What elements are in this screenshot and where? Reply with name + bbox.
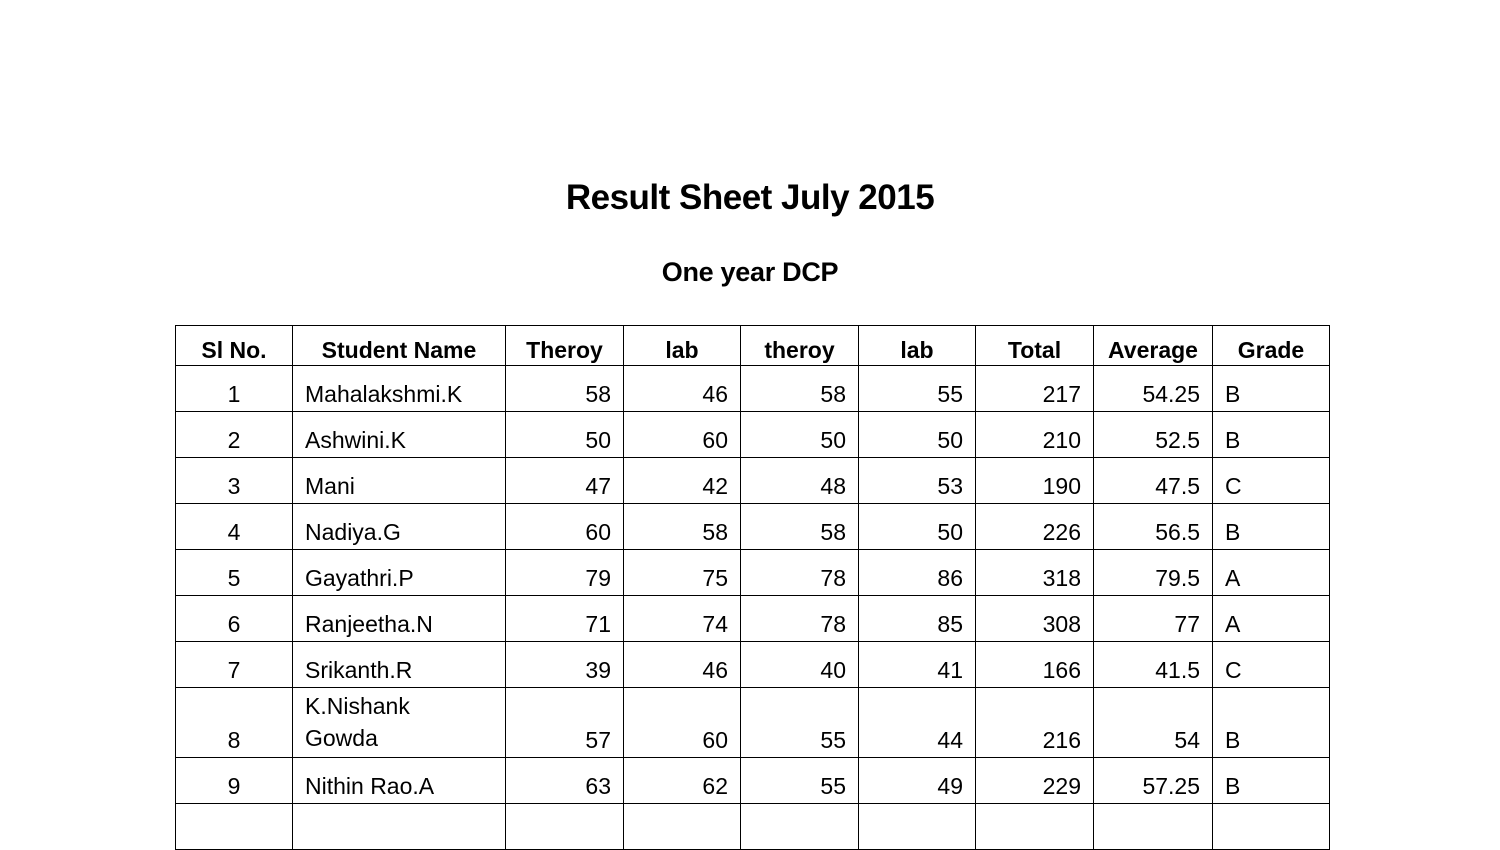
cell-sl-no: 2 [176, 412, 293, 458]
cell-empty [506, 804, 624, 850]
table-row [176, 366, 1330, 412]
cell-sl-no: 8 [176, 688, 293, 758]
cell-sl-no: 7 [176, 642, 293, 688]
header-lab-2: lab [859, 326, 976, 366]
cell-grade: C [1213, 642, 1330, 688]
cell-theory-1: 58 [506, 366, 624, 412]
cell-lab-1: 42 [624, 458, 741, 504]
cell-student-name: Gayathri.P [293, 550, 506, 596]
header-sl-no: Sl No. [176, 326, 293, 366]
student-name-line-2: Gowda [305, 725, 378, 751]
cell-student-name: Srikanth.R [293, 642, 506, 688]
cell-average: 54.25 [1094, 366, 1213, 412]
cell-theory-2: 78 [741, 550, 859, 596]
table-row-partial [176, 804, 1330, 850]
cell-student-name: Mahalakshmi.K [293, 366, 506, 412]
cell-lab-2: 86 [859, 550, 976, 596]
results-table [175, 325, 1330, 850]
cell-lab-1: 46 [624, 366, 741, 412]
cell-total: 318 [976, 550, 1094, 596]
table-row [176, 688, 1330, 758]
cell-sl-no: 5 [176, 550, 293, 596]
table-row [176, 458, 1330, 504]
cell-theory-2: 55 [741, 688, 859, 758]
cell-theory-2: 48 [741, 458, 859, 504]
header-lab-1: lab [624, 326, 741, 366]
cell-student-name: Ranjeetha.N [293, 596, 506, 642]
cell-theory-1: 39 [506, 642, 624, 688]
cell-lab-1: 74 [624, 596, 741, 642]
cell-theory-1: 71 [506, 596, 624, 642]
cell-lab-1: 75 [624, 550, 741, 596]
cell-grade: B [1213, 688, 1330, 758]
cell-lab-2: 50 [859, 504, 976, 550]
header-theory-1: Theroy [506, 326, 624, 366]
cell-total: 216 [976, 688, 1094, 758]
cell-sl-no: 9 [176, 758, 293, 804]
cell-total: 308 [976, 596, 1094, 642]
table-row [176, 596, 1330, 642]
cell-empty [1094, 804, 1213, 850]
cell-sl-no: 6 [176, 596, 293, 642]
header-average: Average [1094, 326, 1213, 366]
header-grade: Grade [1213, 326, 1330, 366]
cell-empty [624, 804, 741, 850]
cell-total: 190 [976, 458, 1094, 504]
table-row [176, 758, 1330, 804]
cell-average: 54 [1094, 688, 1213, 758]
cell-grade: A [1213, 596, 1330, 642]
cell-total: 166 [976, 642, 1094, 688]
cell-theory-1: 47 [506, 458, 624, 504]
cell-lab-1: 62 [624, 758, 741, 804]
cell-grade: B [1213, 366, 1330, 412]
cell-student-name: Mani [293, 458, 506, 504]
cell-lab-1: 60 [624, 412, 741, 458]
cell-theory-2: 40 [741, 642, 859, 688]
cell-total: 210 [976, 412, 1094, 458]
cell-lab-2: 49 [859, 758, 976, 804]
cell-average: 79.5 [1094, 550, 1213, 596]
cell-lab-2: 41 [859, 642, 976, 688]
cell-empty [976, 804, 1094, 850]
cell-theory-2: 78 [741, 596, 859, 642]
cell-lab-2: 55 [859, 366, 976, 412]
cell-theory-1: 60 [506, 504, 624, 550]
cell-empty [741, 804, 859, 850]
cell-empty [293, 804, 506, 850]
cell-student-name: Ashwini.K [293, 412, 506, 458]
cell-total: 226 [976, 504, 1094, 550]
page-subtitle: One year DCP [661, 257, 839, 287]
cell-average: 47.5 [1094, 458, 1213, 504]
cell-average: 52.5 [1094, 412, 1213, 458]
cell-grade: B [1213, 504, 1330, 550]
cell-lab-1: 46 [624, 642, 741, 688]
cell-average: 77 [1094, 596, 1213, 642]
cell-grade: B [1213, 758, 1330, 804]
header-student-name: Student Name [293, 326, 506, 366]
cell-lab-2: 50 [859, 412, 976, 458]
cell-lab-2: 85 [859, 596, 976, 642]
cell-sl-no: 1 [176, 366, 293, 412]
cell-lab-1: 58 [624, 504, 741, 550]
cell-lab-1: 60 [624, 688, 741, 758]
cell-lab-2: 44 [859, 688, 976, 758]
cell-empty [1213, 804, 1330, 850]
cell-theory-2: 58 [741, 366, 859, 412]
cell-theory-1: 63 [506, 758, 624, 804]
cell-average: 56.5 [1094, 504, 1213, 550]
cell-sl-no: 4 [176, 504, 293, 550]
cell-lab-2: 53 [859, 458, 976, 504]
student-name-line-1: K.Nishank [305, 693, 410, 719]
cell-theory-1: 57 [506, 688, 624, 758]
cell-theory-2: 58 [741, 504, 859, 550]
cell-theory-2: 55 [741, 758, 859, 804]
cell-empty [859, 804, 976, 850]
table-row [176, 550, 1330, 596]
cell-theory-1: 50 [506, 412, 624, 458]
cell-student-name: Nithin Rao.A [293, 758, 506, 804]
header-theory-2: theroy [741, 326, 859, 366]
cell-total: 217 [976, 366, 1094, 412]
cell-average: 41.5 [1094, 642, 1213, 688]
cell-student-name [293, 688, 506, 758]
cell-student-name: Nadiya.G [293, 504, 506, 550]
table-row [176, 642, 1330, 688]
table-row [176, 504, 1330, 550]
cell-theory-2: 50 [741, 412, 859, 458]
cell-average: 57.25 [1094, 758, 1213, 804]
cell-grade: C [1213, 458, 1330, 504]
table-header-row [176, 326, 1330, 366]
table-row [176, 412, 1330, 458]
cell-sl-no: 3 [176, 458, 293, 504]
cell-grade: A [1213, 550, 1330, 596]
cell-total: 229 [976, 758, 1094, 804]
header-total: Total [976, 326, 1094, 366]
cell-grade: B [1213, 412, 1330, 458]
cell-theory-1: 79 [506, 550, 624, 596]
page-title: Result Sheet July 2015 [565, 178, 935, 217]
cell-empty [176, 804, 293, 850]
